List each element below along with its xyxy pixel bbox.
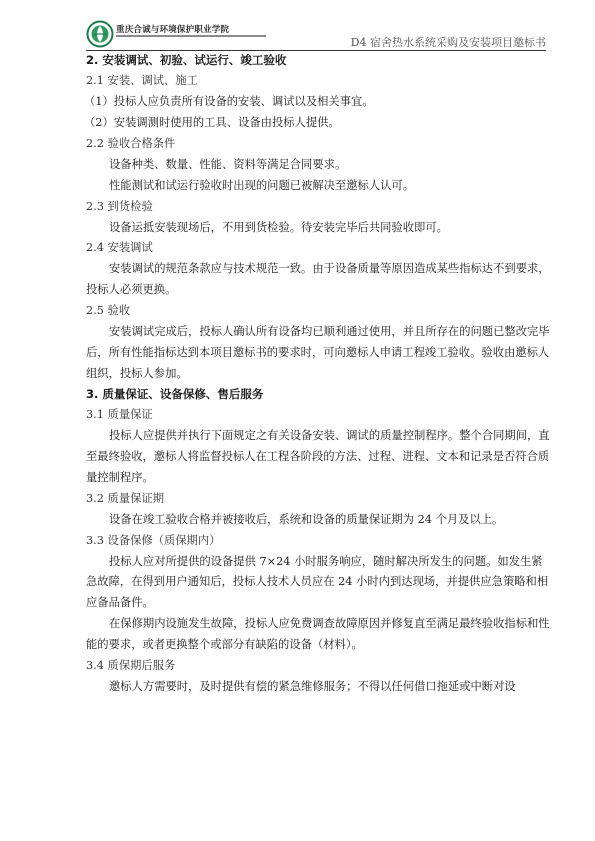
paragraph: 性能测试和试运行验收时出现的问题已被解决至邀标人认可。 — [109, 178, 415, 192]
list-item: （2）安装调测时使用的工具、设备由投标人提供。 — [84, 116, 340, 129]
school-logo-icon — [86, 20, 114, 48]
paragraph: 邀标人方需要时，及时提供有偿的紧急维修服务；不得以任何借口拖延或中断对设 — [109, 679, 516, 693]
paragraph: 投标人应对所提供的设备提供 7×24 小时服务响应，随时解决所发生的问题。如发生紧急故障，在得到用户通知后，投标人技术人员应在 24 小时内到达现场，并提供应急策略和相应备品备件。 — [86, 554, 549, 610]
paragraph: 设备运抵安装现场后，不用到货检验。待安装完毕后共同验收即可。 — [109, 220, 448, 234]
paragraph: 设备在竣工验收合格并被接收后，系统和设备的质量保证期为 24 个月及以上。 — [109, 512, 504, 526]
subsection-3-3: 3.3 设备保修（质保期内） — [86, 533, 221, 547]
page-header — [86, 18, 546, 51]
subsection-3-1: 3.1 质量保证 — [86, 408, 153, 422]
document-title: D4 宿舍热水系统采购及安装项目邀标书 — [350, 36, 546, 49]
subsection-3-2: 3.2 质量保证期 — [86, 491, 165, 505]
org-name-underline — [116, 35, 266, 38]
paragraph: 投标人应提供并执行下面规定之有关设备安装、调试的质量控制程序。整个合同期间，直至最终验收，邀标人将监督投标人在工程各阶段的方法、过程、进程、文本和记录是否符合质量控制程序。 — [86, 429, 550, 484]
document-body — [86, 50, 550, 697]
subsection-2-5: 2.5 验收 — [86, 303, 131, 317]
subsection-2-1: 2.1 安装、调试、施工 — [86, 74, 198, 87]
section-heading-2: 2. 安装调试、初验、试运行、竣工验收 — [86, 53, 287, 67]
subsection-2-3: 2.3 到货检验 — [86, 199, 153, 213]
org-name: 重庆合诚与环境保护职业学院 — [116, 25, 230, 35]
paragraph: 安装调试的规范条款应与技术规范一致。由于设备质量等原因造成某些指标达不到要求，投标人必须更换。 — [86, 262, 550, 297]
paragraph: 设备种类、数量、性能、资料等满足合同要求。 — [109, 158, 347, 171]
list-item: （1）投标人应负责所有设备的安装、调试以及相关事宜。 — [84, 95, 374, 108]
subsection-2-2: 2.2 验收合格条件 — [86, 137, 176, 150]
section-heading-3: 3. 质量保证、设备保修、售后服务 — [86, 387, 264, 402]
subsection-3-4: 3.4 质保期后服务 — [86, 658, 176, 672]
paragraph: 在保修期内设施发生故障，投标人应免费调查故障原因并修复直至满足最终验收指标和性能的要求，或者更换整个或部分有缺陷的设备（材料）。 — [86, 616, 550, 651]
paragraph: 安装调试完成后，投标人确认所有设备均已顺利通过使用，并且所存在的问题已整改完毕后，所有性能指标达到本项目邀标书的要求时，可向邀标人申请工程竣工验收。验收由邀标人组织，投标人参加。 — [86, 324, 550, 380]
subsection-2-4: 2.4 安装调试 — [86, 241, 153, 255]
